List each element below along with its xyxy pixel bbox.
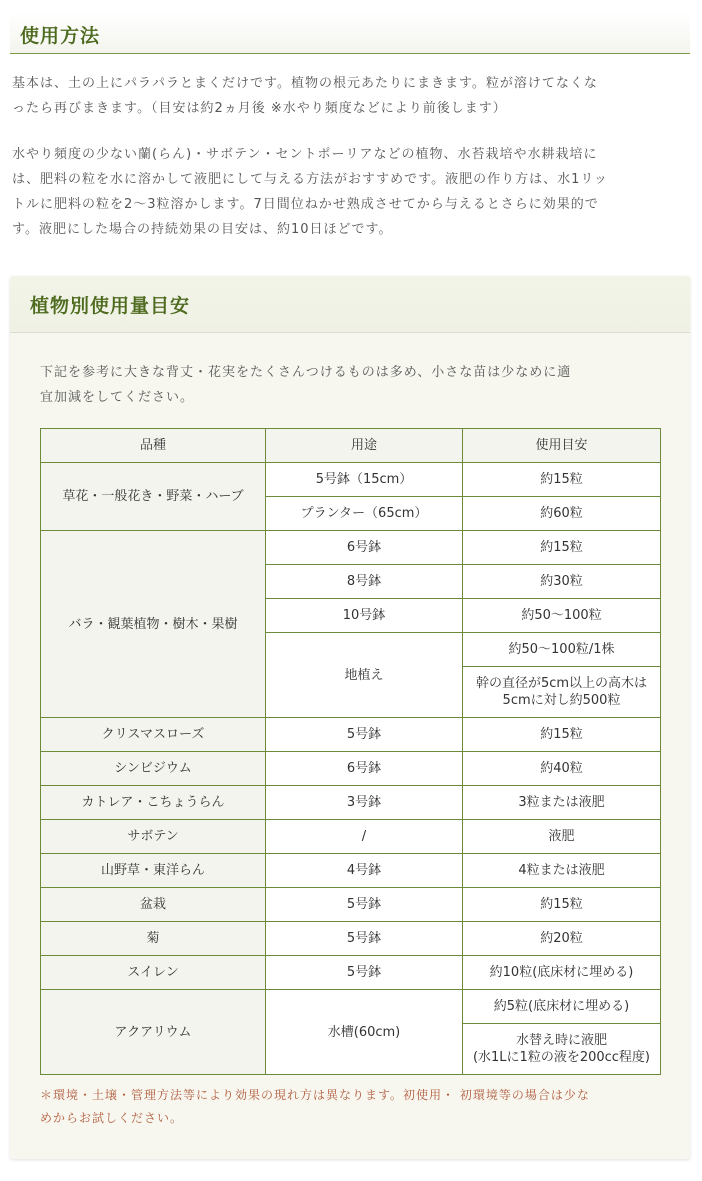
use-cell: 地植え	[266, 633, 463, 718]
text-line: ったら再びまきます。（目安は約2ヵ月後 ※水やり頻度などにより前後します）	[12, 101, 507, 116]
variety-cell: サボテン	[41, 820, 266, 854]
section-usage-header	[10, 12, 690, 54]
use-cell: 5号鉢	[266, 718, 463, 752]
amount-cell: 約15粒	[463, 888, 661, 922]
usage-amount-panel	[10, 276, 690, 1159]
table-row	[41, 854, 661, 888]
header-amount: 使用目安	[463, 429, 661, 463]
cell-line: (水1Lに1粒の液を200cc程度)	[472, 1050, 651, 1065]
use-cell: 10号鉢	[266, 599, 463, 633]
variety-cell: スイレン	[41, 956, 266, 990]
footnote	[40, 1084, 660, 1130]
variety-cell: 草花・一般花き・野菜・ハーブ	[41, 463, 266, 531]
amount-cell	[463, 667, 661, 718]
variety-cell: クリスマスローズ	[41, 718, 266, 752]
amount-cell: 約15粒	[463, 463, 661, 497]
text-line: めからお試しください。	[40, 1111, 184, 1125]
text-line: は、肥料の粒を水に溶かして液肥にして与える方法がおすすめです。液肥の作り方は、水1リッ	[12, 172, 608, 187]
amount-cell	[463, 1024, 661, 1075]
amount-cell: 約50～100粒	[463, 599, 661, 633]
panel-intro	[40, 360, 660, 410]
use-cell: 8号鉢	[266, 565, 463, 599]
use-cell: 5号鉢	[266, 956, 463, 990]
table-row	[41, 922, 661, 956]
amount-cell: 約15粒	[463, 718, 661, 752]
text-line: トルに肥料の粒を2～3粒溶かします。7日間位ねかせ熟成させてから与えるとさらに効果的で	[12, 197, 599, 212]
table-row	[41, 820, 661, 854]
amount-cell: 約40粒	[463, 752, 661, 786]
amount-cell: 約5粒(底床材に埋める)	[463, 990, 661, 1024]
header-variety: 品種	[41, 429, 266, 463]
panel-title: 植物別使用量目安	[30, 295, 191, 317]
header-use: 用途	[266, 429, 463, 463]
use-cell: 5号鉢	[266, 888, 463, 922]
use-cell: 6号鉢	[266, 752, 463, 786]
usage-paragraph-2	[12, 142, 608, 242]
text-line: 水やり頻度の少ない蘭(らん)・サボテン・セントポーリアなどの植物、水苔栽培や水耕栽培に	[12, 147, 598, 162]
table-row	[41, 718, 661, 752]
use-cell: プランター（65cm）	[266, 497, 463, 531]
use-cell: 6号鉢	[266, 531, 463, 565]
text-line: ＊環境・土壌・管理方法等により効果の現れ方は異なります。初使用・ 初環境等の場合は少な	[40, 1088, 590, 1102]
usage-paragraph-1	[12, 71, 598, 121]
table-row	[41, 990, 661, 1024]
variety-cell: シンビジウム	[41, 752, 266, 786]
table-row	[41, 956, 661, 990]
variety-cell: カトレア・こちょうらん	[41, 786, 266, 820]
amount-cell: 液肥	[463, 820, 661, 854]
table-row	[41, 531, 661, 565]
section-usage-title: 使用方法	[20, 25, 101, 47]
cell-line: 水替え時に液肥	[515, 1033, 607, 1048]
use-cell: 水槽(60cm)	[266, 990, 463, 1075]
use-cell: /	[266, 820, 463, 854]
usage-table	[40, 428, 661, 1075]
use-cell: 3号鉢	[266, 786, 463, 820]
amount-cell: 約15粒	[463, 531, 661, 565]
text-line: す。液肥にした場合の持続効果の目安は、約10日ほどです。	[12, 222, 393, 237]
variety-cell: 盆栽	[41, 888, 266, 922]
amount-cell: 約50～100粒/1株	[463, 633, 661, 667]
table-row	[41, 463, 661, 497]
cell-line: 幹の直径が5cm以上の高木は	[475, 676, 648, 691]
table-header-row	[41, 429, 661, 463]
table-row	[41, 752, 661, 786]
amount-cell: 4粒または液肥	[463, 854, 661, 888]
variety-cell: バラ・観葉植物・樹木・果樹	[41, 531, 266, 718]
use-cell: 5号鉢	[266, 922, 463, 956]
variety-cell: 山野草・東洋らん	[41, 854, 266, 888]
use-cell: 5号鉢（15cm）	[266, 463, 463, 497]
variety-cell: 菊	[41, 922, 266, 956]
cell-line: 5cmに対し約500粒	[502, 693, 621, 708]
text-line: 下記を参考に大きな背丈・花実をたくさんつけるものは多め、小さな苗は少なめに適	[40, 365, 572, 380]
table-row	[41, 888, 661, 922]
amount-cell: 約20粒	[463, 922, 661, 956]
text-line: 基本は、土の上にパラパラとまくだけです。植物の根元あたりにまきます。粒が溶けてなくな	[12, 76, 598, 91]
panel-header	[10, 276, 690, 333]
amount-cell: 約60粒	[463, 497, 661, 531]
amount-cell: 約10粒(底床材に埋める)	[463, 956, 661, 990]
amount-cell: 3粒または液肥	[463, 786, 661, 820]
use-cell: 4号鉢	[266, 854, 463, 888]
text-line: 宜加減をしてください。	[40, 390, 195, 405]
amount-cell: 約30粒	[463, 565, 661, 599]
table-row	[41, 786, 661, 820]
variety-cell: アクアリウム	[41, 990, 266, 1075]
